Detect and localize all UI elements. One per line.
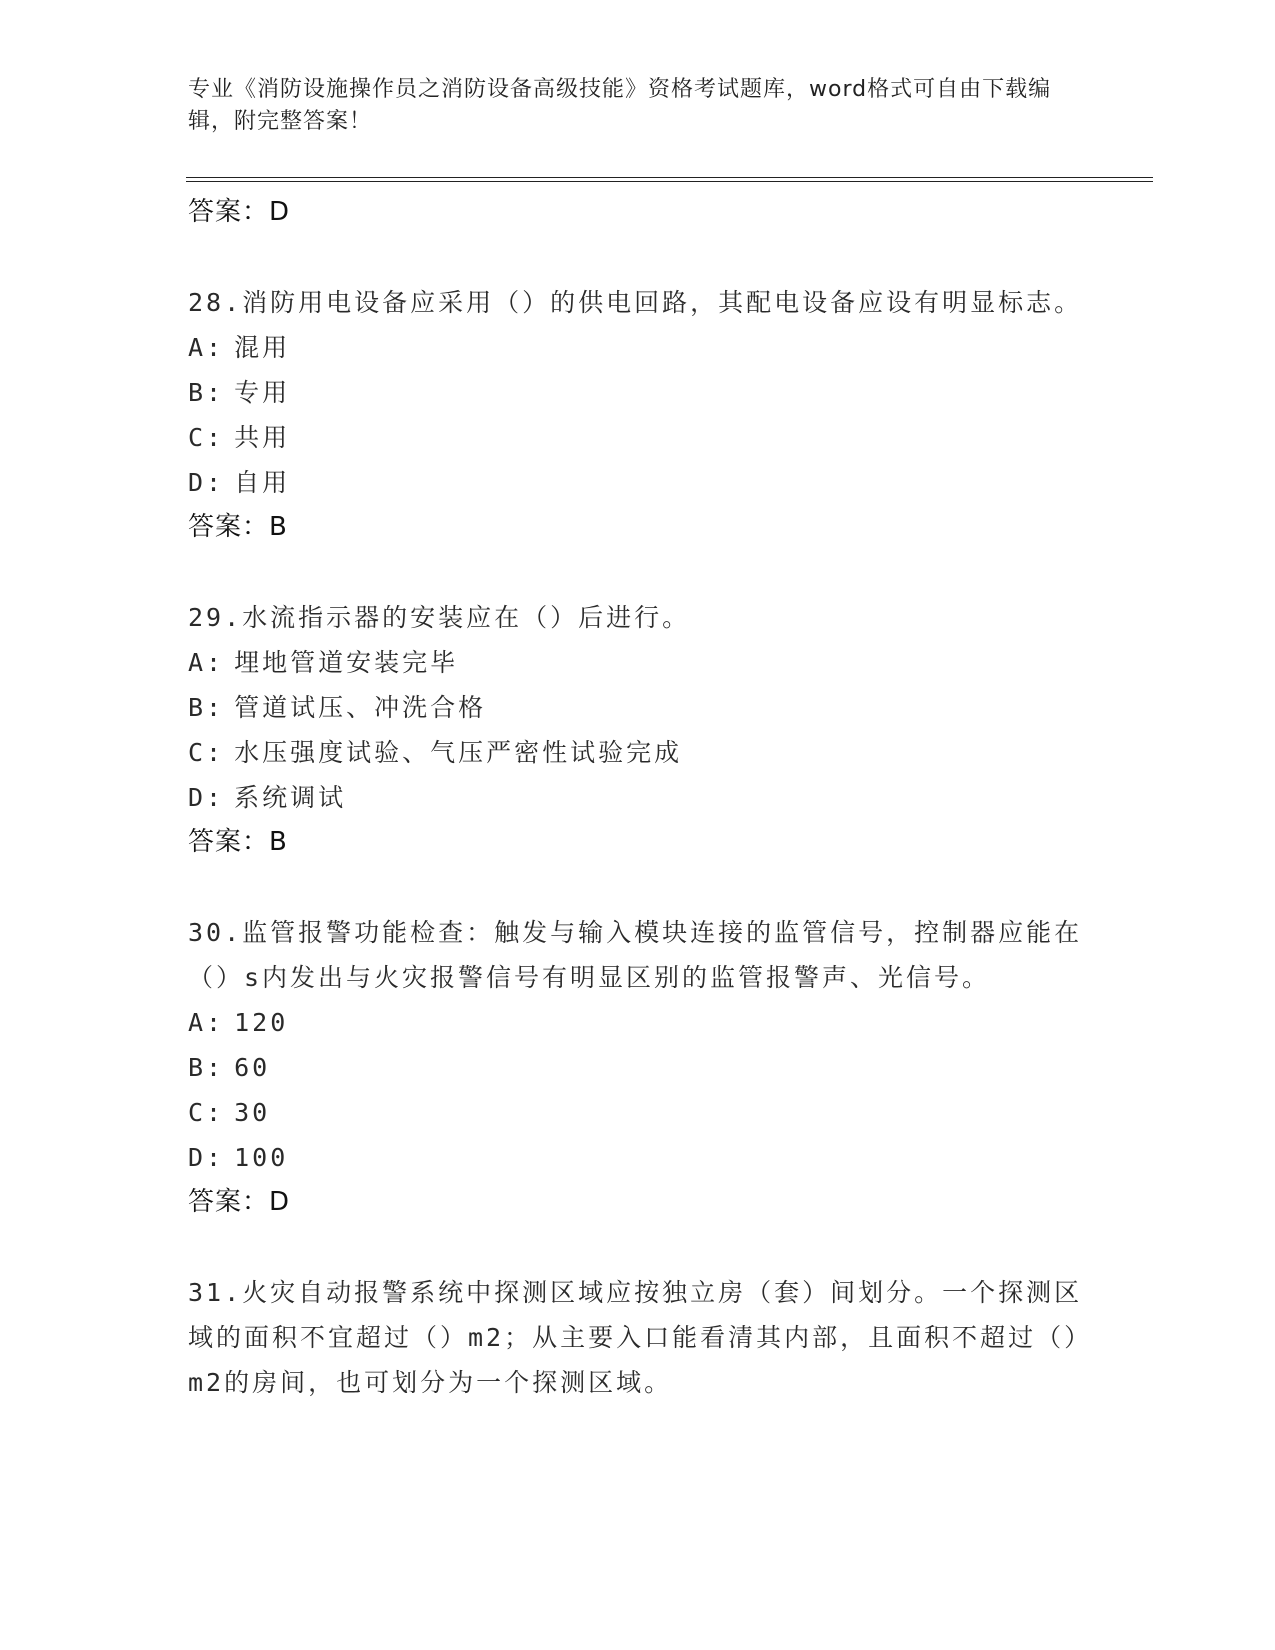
answer-option	[188, 1090, 1088, 1135]
answer-option	[188, 1135, 1088, 1180]
option-key: A:	[188, 648, 225, 677]
answer-option	[188, 1045, 1088, 1090]
option-text: 管道试压、冲洗合格	[234, 693, 487, 722]
option-text: 系统调试	[234, 783, 347, 812]
answer-option	[188, 460, 1088, 505]
option-key: A:	[188, 333, 225, 362]
questions-container	[188, 280, 1088, 1405]
question-item	[188, 280, 1088, 549]
question-list	[188, 190, 1088, 1405]
question-stem: 29.水流指示器的安装应在（）后进行。	[188, 603, 691, 632]
option-text: 30	[234, 1098, 271, 1127]
answer-option	[188, 640, 1088, 685]
question-stem: 28.消防用电设备应采用（）的供电回路，其配电设备应设有明显标志。	[188, 288, 1083, 317]
option-key: D:	[188, 1143, 225, 1172]
answer-line: 答案：B	[188, 512, 288, 542]
option-text: 专用	[234, 378, 291, 407]
option-key: B:	[188, 378, 225, 407]
option-key: D:	[188, 783, 225, 812]
option-key: C:	[188, 423, 225, 452]
question-item	[188, 1270, 1088, 1405]
answer-option	[188, 370, 1088, 415]
question-stem: 31.火灾自动报警系统中探测区域应按独立房（套）间划分。一个探测区域的面积不宜超过（）m2；从主要入口能看清其内部，且面积不超过（）m2的房间，也可划分为一个探测区域。	[188, 1278, 1083, 1397]
option-key: D:	[188, 468, 225, 497]
option-text: 共用	[234, 423, 291, 452]
question-stem: 30.监管报警功能检查：触发与输入模块连接的监管信号，控制器应能在（）s内发出与火灾报警信号有明显区别的监管报警声、光信号。	[188, 918, 1083, 992]
answer-option	[188, 325, 1088, 370]
option-key: B:	[188, 1053, 225, 1082]
option-text: 水压强度试验、气压严密性试验完成	[234, 738, 683, 767]
document-header	[188, 74, 1068, 138]
answer-line: 答案：D	[188, 197, 291, 227]
answer-option	[188, 775, 1088, 820]
option-key: A:	[188, 1008, 225, 1037]
option-text: 埋地管道安装完毕	[234, 648, 459, 677]
option-text: 120	[234, 1008, 289, 1037]
option-key: C:	[188, 738, 225, 767]
answer-option	[188, 730, 1088, 775]
answer-option	[188, 1000, 1088, 1045]
answer-option	[188, 685, 1088, 730]
option-text: 60	[234, 1053, 271, 1082]
header-text: 专业《消防设施操作员之消防设备高级技能》资格考试题库，word格式可自由下载编辑，附完整答案！	[188, 77, 1052, 134]
option-text: 100	[234, 1143, 289, 1172]
answer-option	[188, 415, 1088, 460]
option-key: B:	[188, 693, 225, 722]
answer-line: 答案：D	[188, 1187, 291, 1217]
option-text: 混用	[234, 333, 291, 362]
option-key: C:	[188, 1098, 225, 1127]
answer-line: 答案：B	[188, 827, 288, 857]
question-item	[188, 910, 1088, 1224]
option-text: 自用	[234, 468, 291, 497]
question-item	[188, 595, 1088, 864]
header-divider	[186, 177, 1153, 182]
